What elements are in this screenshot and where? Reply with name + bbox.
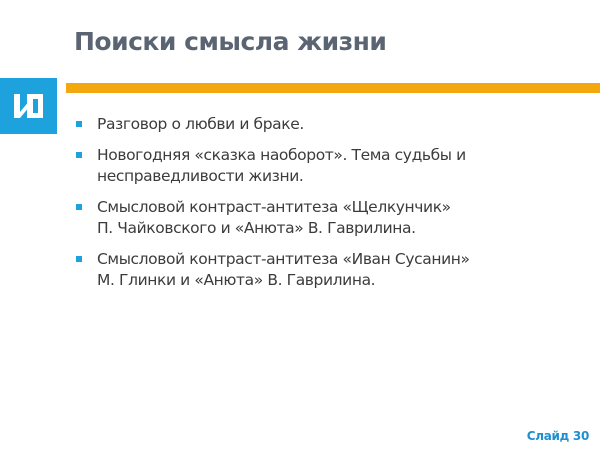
list-item (76, 249, 576, 291)
list-item (76, 145, 576, 187)
bullet-text: П. Чайковского и «Анюта» В. Гаврилина. (97, 219, 416, 237)
bullet-marker (76, 152, 82, 158)
bullet-text: Смысловой контраст-антитеза «Щелкунчик» (97, 198, 451, 216)
list-item (76, 197, 576, 239)
slide-number: Слайд 30 (526, 429, 589, 443)
bullet-text: Разговор о любви и браке. (97, 115, 304, 133)
institute-logo-icon (13, 91, 44, 121)
bullet-text: М. Глинки и «Анюта» В. Гаврилина. (97, 271, 376, 289)
slide-title: Поиски смысла жизни (74, 27, 387, 56)
logo-tile (0, 78, 57, 134)
bullet-text: Смысловой контраст-антитеза «Иван Сусанин» (97, 250, 470, 268)
list-item (76, 114, 576, 135)
bullet-text: Новогодняя «сказка наоборот». Тема судьбы и (97, 146, 466, 164)
bullet-list (76, 114, 576, 301)
bullet-marker (76, 204, 82, 210)
bullet-marker (76, 256, 82, 262)
bullet-marker (76, 121, 82, 127)
accent-bar (66, 83, 600, 93)
bullet-text: несправедливости жизни. (97, 167, 304, 185)
